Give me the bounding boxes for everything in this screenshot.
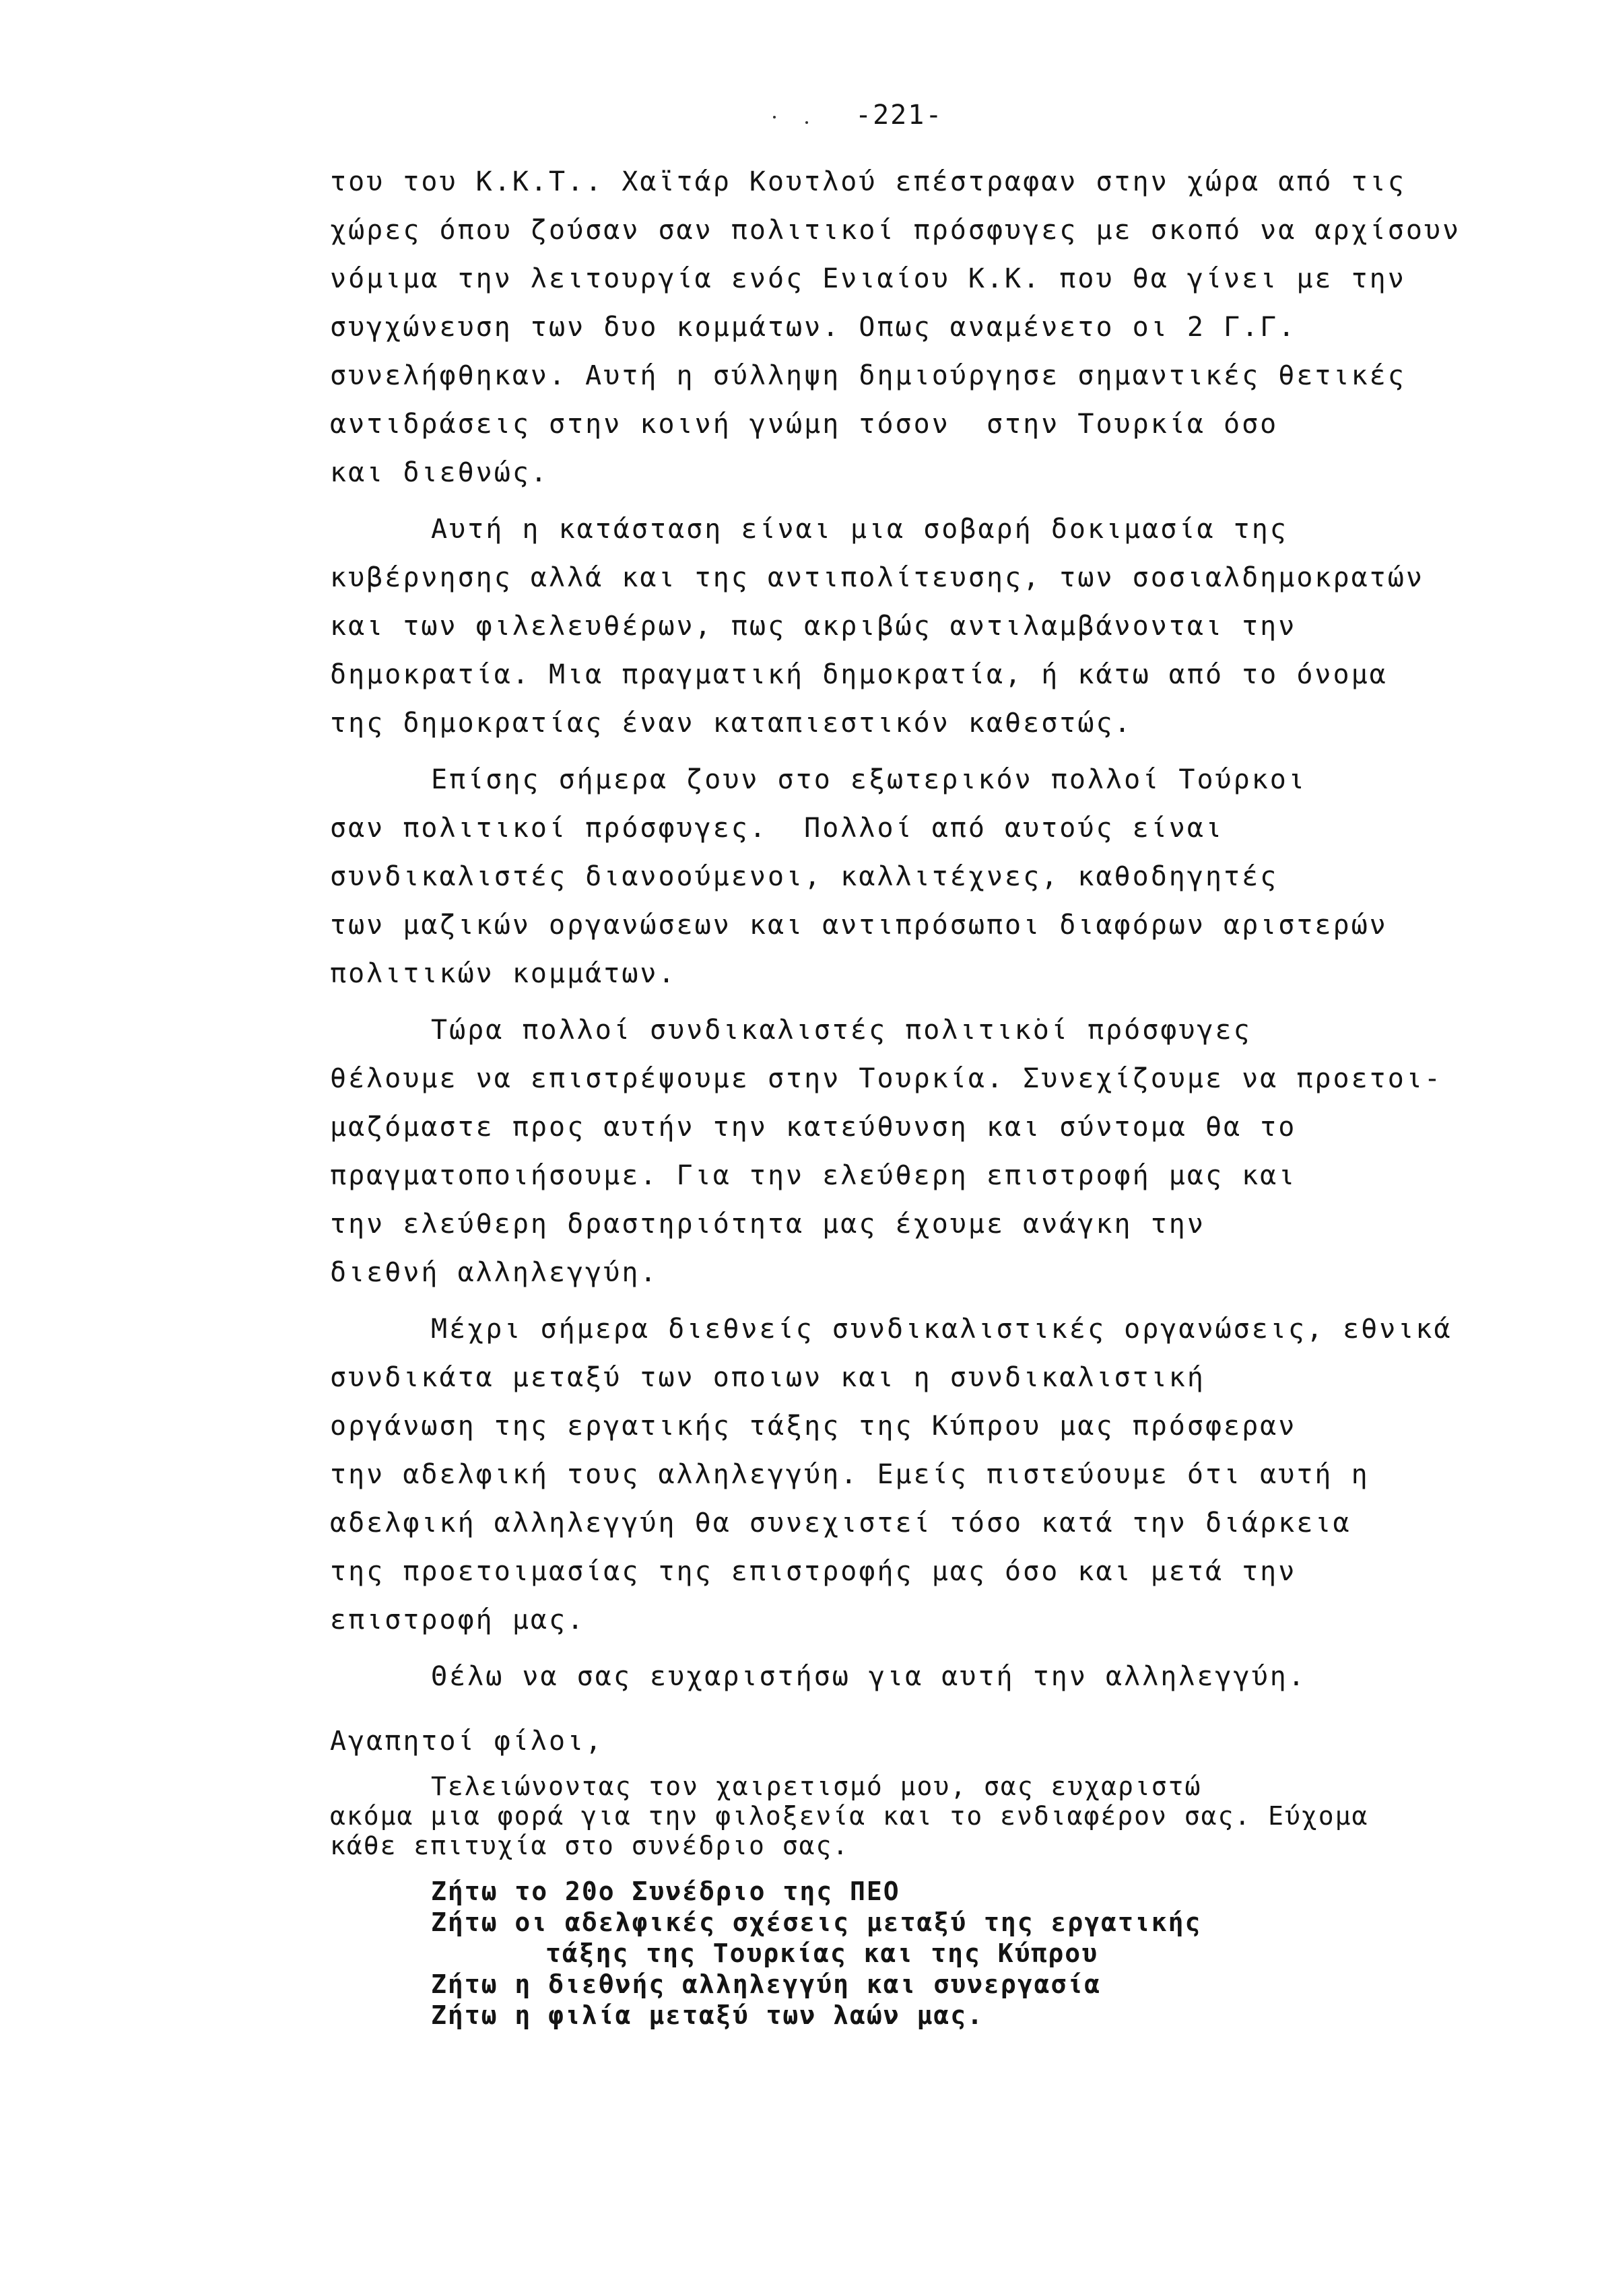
body-line: μαζόμαστε προς αυτήν την κατεύθυνση και σύντομα θα το (330, 1112, 1297, 1143)
body-line: αδελφική αλληλεγγύη θα συνεχιστεί τόσο κατά την διάρκεια (330, 1508, 1351, 1539)
body-line: διεθνή αλληλεγγύη. (330, 1257, 659, 1288)
body-line: συνδικάτα μεταξύ των οποιων και η συνδικαλιστική (330, 1362, 1205, 1393)
slogan-line: Ζήτω οι αδελφικές σχέσεις μεταξύ της εργατικής (431, 1907, 1202, 1937)
closing-line: ακόμα μια φορά για την φιλοξενία και το ενδιαφέρον σας. Εύχομα (330, 1801, 1369, 1831)
body-line: αντιδράσεις στην κοινή γνώμη τόσον στην Τουρκία όσο (330, 409, 1279, 440)
body-line: πολιτικών κομμάτων. (330, 958, 677, 989)
body-line: πραγματοποιήσουμε. Για την ελεύθερη επιστροφή μας και (330, 1160, 1297, 1191)
closing-line: κάθε επιτυχία στο συνέδριο σας. (330, 1831, 850, 1860)
body-line: συγχώνευση των δυο κομμάτων. Οπως αναμένετο οι 2 Γ.Γ. (330, 312, 1297, 343)
scan-speck (773, 116, 776, 119)
body-line: Τώρα πολλοί συνδικαλιστές πολιτικοί πρόσφυγες (431, 1015, 1252, 1046)
body-line: της δημοκρατίας έναν καταπιεστικόν καθεστώς. (330, 708, 1133, 739)
body-line: νόμιμα την λειτουργία ενός Ενιαίου Κ.Κ. που θα γίνει με την (330, 263, 1406, 294)
body-line: Θέλω να σας ευχαριστήσω για αυτή την αλληλεγγύη. (431, 1661, 1306, 1692)
body-line: σαν πολιτικοί πρόσφυγες. Πολλοί από αυτούς είναι (330, 813, 1224, 844)
body-line: Μέχρι σήμερα διεθνείς συνδικαλιστικές οργανώσεις, εθνικά (431, 1314, 1452, 1345)
slogan-line: Ζήτω το 20ο Συνέδριο της ΠΕΟ (431, 1877, 900, 1906)
body-line: των μαζικών οργανώσεων και αντιπρόσωποι διαφόρων αριστερών (330, 910, 1388, 941)
body-line: την ελεύθερη δραστηριότητα μας έχουμε ανάγκη την (330, 1209, 1205, 1240)
page-number: -221- (855, 100, 943, 131)
body-line: της προετοιμασίας της επιστροφής μας όσο και μετά την (330, 1556, 1297, 1587)
body-line: θέλουμε να επιστρέψουμε στην Τουρκία. Συνεχίζουμε να προετοι- (330, 1063, 1443, 1094)
body-line: δημοκρατία. Μια πραγματική δημοκρατία, ή κάτω από το όνομα (330, 659, 1388, 690)
slogan-line: τάξης της Τουρκίας και της Κύπρου (545, 1938, 1098, 1968)
body-line: κυβέρνησης αλλά και της αντιπολίτευσης, των σοσιαλδημοκρατών (330, 562, 1424, 593)
body-line: συνδικαλιστές διανοούμενοι, καλλιτέχνες, καθοδηγητές (330, 861, 1279, 892)
body-line: και διεθνώς. (330, 457, 549, 488)
salutation: Αγαπητοί φίλοι, (330, 1726, 604, 1757)
body-line: Επίσης σήμερα ζουν στο εξωτερικόν πολλοί Τούρκοι (431, 764, 1306, 795)
body-line: του του Κ.Κ.Τ.. Χαϊτάρ Κουτλού επέστραφαν στην χώρα από τις (330, 166, 1406, 197)
body-line: χώρες όπου ζούσαν σαν πολιτικοί πρόσφυγες με σκοπό να αρχίσουν (330, 215, 1461, 246)
body-line: οργάνωση της εργατικής τάξης της Κύπρου μας πρόσφεραν (330, 1411, 1297, 1442)
body-line: επιστροφή μας. (330, 1605, 586, 1635)
body-line: και των φιλελευθέρων, πως ακριβώς αντιλαμβάνονται την (330, 611, 1297, 642)
body-line: την αδελφική τους αλληλεγγύη. Εμείς πιστεύουμε ότι αυτή η (330, 1459, 1370, 1490)
slogan-line: Ζήτω η φιλία μεταξύ των λαών μας. (431, 2000, 984, 2030)
scan-speck (805, 121, 808, 124)
body-line: Αυτή η κατάσταση είναι μια σοβαρή δοκιμασία της (431, 514, 1288, 545)
slogan-line: Ζήτω η διεθνής αλληλεγγύη και συνεργασία (431, 1969, 1102, 1999)
body-line: συνελήφθηκαν. Αυτή η σύλληψη δημιούργησε σημαντικές θετικές (330, 360, 1406, 391)
closing-line: Τελειώνοντας τον χαιρετισμό μου, σας ευχαριστώ (431, 1771, 1202, 1801)
